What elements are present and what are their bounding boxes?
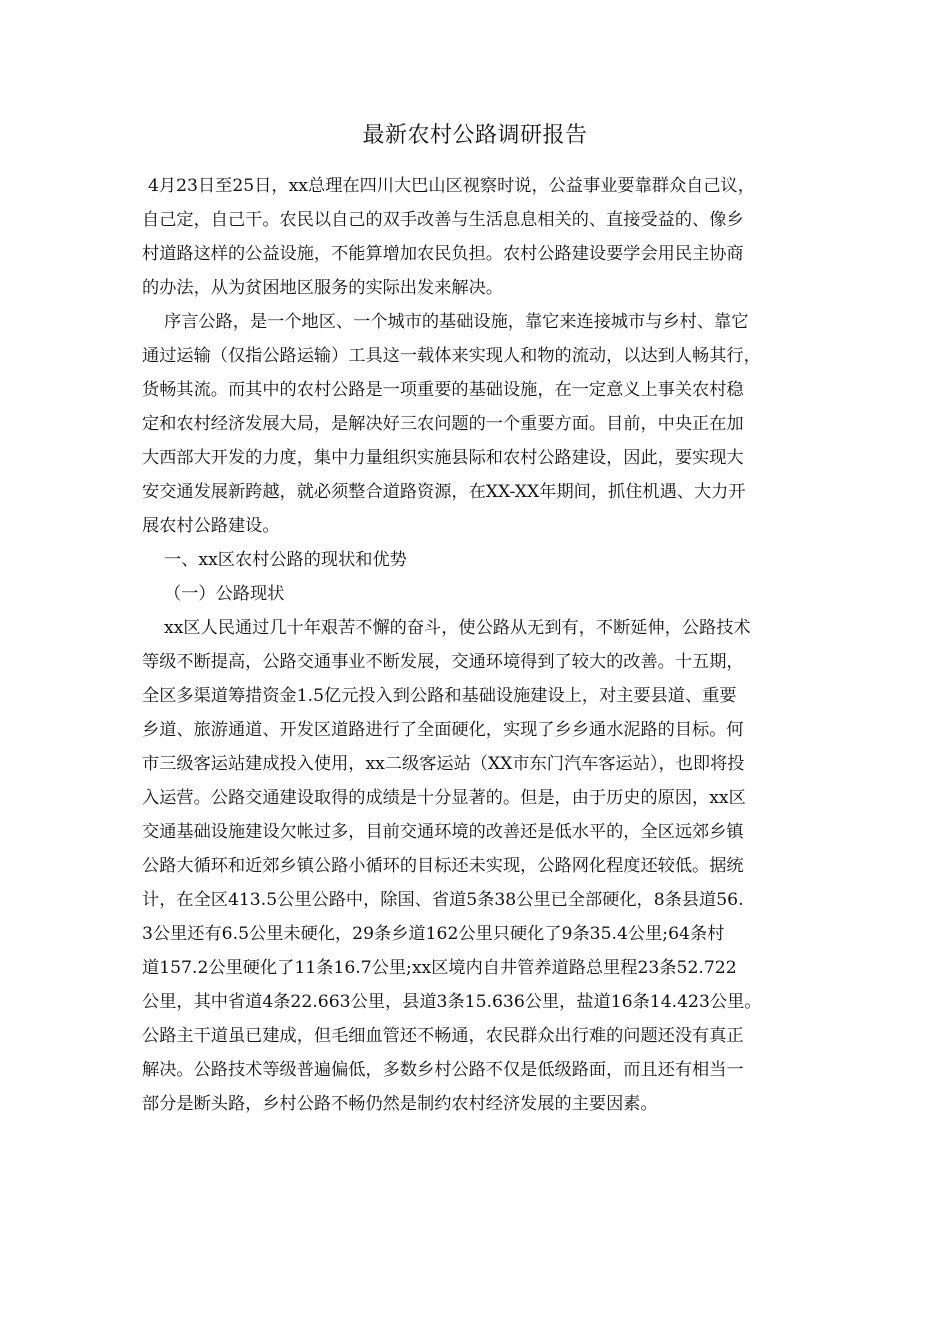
paragraph-line: 4月23日至25日，xx总理在四川大巴山区视察时说，公益事业要靠群众自己议， — [148, 176, 755, 196]
paragraph-line: 解决。公路技术等级普遍偏低，多数乡村公路不仅是低级路面，而且还有相当一 — [142, 1060, 744, 1080]
paragraph-line: 乡道、旅游通道、开发区道路进行了全面硬化，实现了乡乡通水泥路的目标。何 — [142, 720, 744, 740]
paragraph-line: 公路大循环和近郊乡镇公路小循环的目标还未实现，公路网化程度还较低。据统 — [142, 856, 744, 876]
subsection-heading: （一）公路现状 — [164, 584, 285, 604]
paragraph-line: 公路主干道虽已建成，但毛细血管还不畅通，农民群众出行难的问题还没有真正 — [142, 1026, 744, 1046]
paragraph-line: 展农村公路建设。 — [142, 516, 280, 536]
paragraph-line: 通过运输（仅指公路运输）工具这一载体来实现人和物的流动，以达到人畅其行， — [142, 346, 761, 366]
paragraph-line: 道157.2公里硬化了11条16.7公里;xx区境内自井管养道路总里程23条52.722 — [142, 958, 737, 978]
paragraph-line: 定和农村经济发展大局，是解决好三农问题的一个重要方面。目前，中央正在加 — [142, 414, 744, 434]
paragraph-line: 公里，其中省道4条22.663公里，县道3条15.636公里，盐道16条14.423公里。 — [142, 992, 762, 1012]
paragraph-line: 货畅其流。而其中的农村公路是一项重要的基础设施，在一定意义上事关农村稳 — [142, 380, 744, 400]
paragraph-line: 部分是断头路，乡村公路不畅仍然是制约农村经济发展的主要因素。 — [142, 1094, 658, 1114]
paragraph-line: 3公里还有6.5公里未硬化，29条乡道162公里只硬化了9条35.4公里;64条村 — [142, 924, 725, 944]
paragraph-line: 安交通发展新跨越，就必须整合道路资源，在XX-XX年期间，抓住机遇、大力开 — [142, 482, 746, 502]
paragraph-line: 计，在全区413.5公里公路中，除国、省道5条38公里已全部硬化，8条县道56. — [142, 890, 744, 910]
paragraph-line: 等级不断提高，公路交通事业不断发展，交通环境得到了较大的改善。十五期， — [142, 652, 744, 672]
paragraph-line: 入运营。公路交通建设取得的成绩是十分显著的。但是，由于历史的原因，xx区 — [142, 788, 746, 808]
paragraph-line: 自己定，自己干。农民以自己的双手改善与生活息息相关的、直接受益的、像乡 — [142, 210, 744, 230]
paragraph-line: 村道路这样的公益设施，不能算增加农民负担。农村公路建设要学会用民主协商 — [142, 244, 744, 264]
paragraph-line: 序言公路，是一个地区、一个城市的基础设施，靠它来连接城市与乡村、靠它 — [164, 312, 749, 332]
document-title: 最新农村公路调研报告 — [362, 123, 588, 148]
paragraph-line: 交通基础设施建设欠帐过多，目前交通环境的改善还是低水平的，全区远郊乡镇 — [142, 822, 744, 842]
paragraph-line: 的办法，从为贫困地区服务的实际出发来解决。 — [142, 278, 503, 298]
section-heading: 一、xx区农村公路的现状和优势 — [164, 550, 407, 570]
paragraph-line: xx区人民通过几十年艰苦不懈的奋斗，使公路从无到有，不断延伸，公路技术 — [164, 618, 751, 638]
paragraph-line: 大西部大开发的力度，集中力量组织实施县际和农村公路建设，因此，要实现大 — [142, 448, 744, 468]
paragraph-line: 市三级客运站建成投入使用，xx二级客运站（XX市东门汽车客运站），也即将投 — [142, 754, 745, 774]
paragraph-line: 全区多渠道筹措资金1.5亿元投入到公路和基础设施建设上，对主要县道、重要 — [142, 686, 737, 706]
